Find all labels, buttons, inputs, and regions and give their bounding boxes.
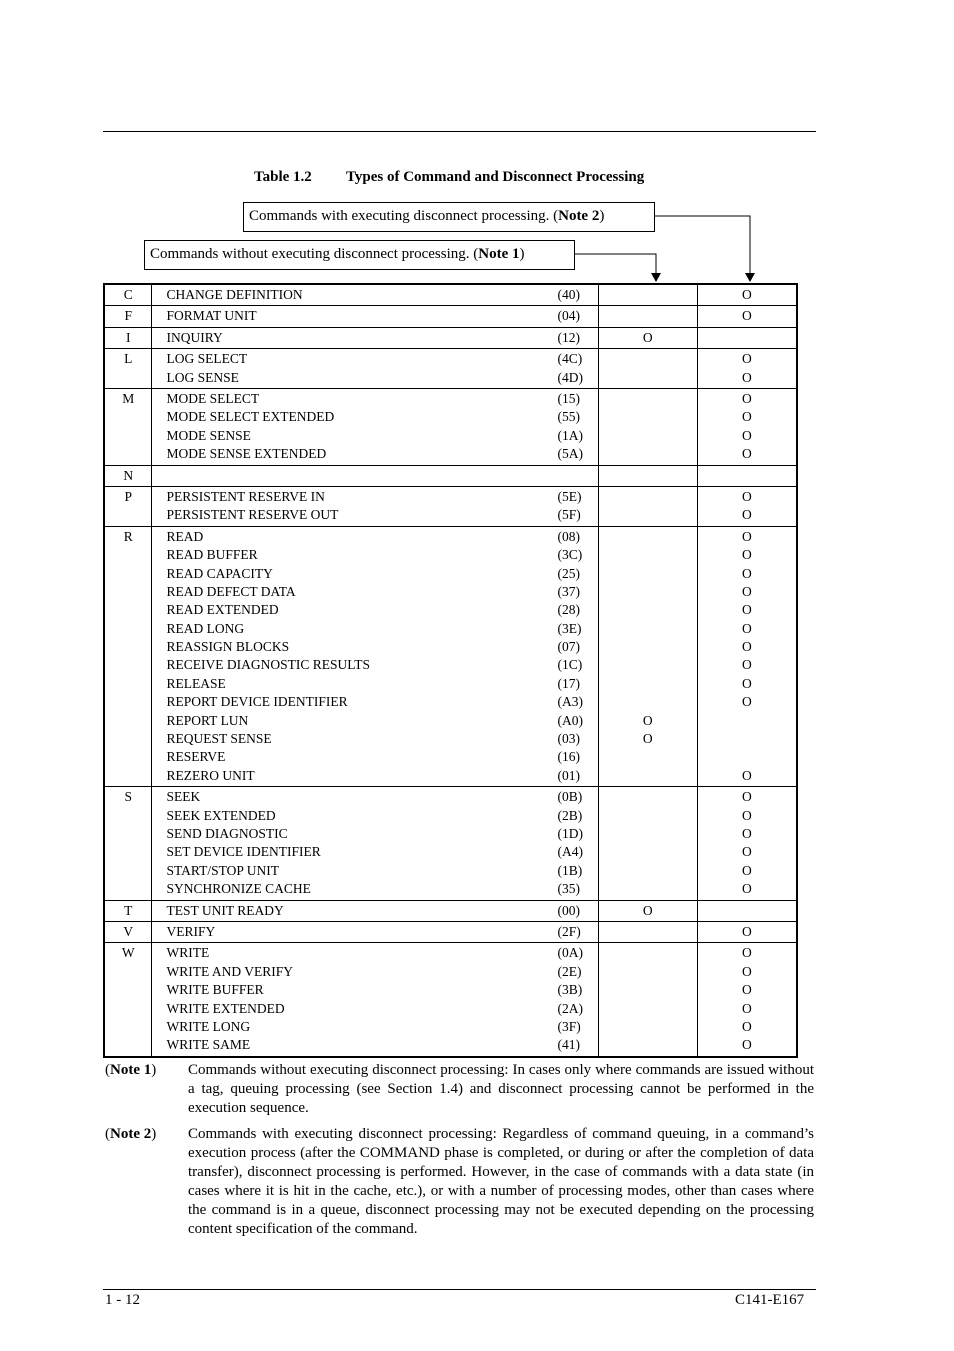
command-names: [152, 921, 598, 942]
note-1-label-text: Note 1: [110, 1062, 152, 1078]
note-2-open: (: [105, 1126, 110, 1142]
command-name: FORMAT UNIT: [166, 308, 257, 324]
without-disconnect-column: [598, 921, 697, 942]
command-group-f: [104, 306, 797, 327]
with-disconnect-mark: [698, 329, 796, 347]
command-opcode: (28): [557, 602, 580, 618]
without-disconnect-mark: [599, 923, 697, 941]
command-group-p: [104, 486, 797, 526]
command-name: TEST UNIT READY: [166, 902, 284, 918]
with-disconnect-mark: O: [742, 923, 752, 939]
command-name: PERSISTENT RESERVE IN: [166, 488, 325, 504]
command-opcode: (03): [557, 731, 580, 747]
without-disconnect-mark: [599, 1000, 697, 1018]
command-group-n: [104, 465, 797, 486]
command-row: [166, 583, 597, 601]
without-disconnect-mark: [599, 693, 697, 711]
command-name: MODE SENSE EXTENDED: [166, 446, 327, 462]
without-disconnect-mark: [599, 638, 697, 656]
with-disconnect-mark: O: [742, 369, 752, 385]
with-disconnect-mark: O: [742, 287, 752, 302]
command-name: REPORT DEVICE IDENTIFIER: [166, 694, 348, 710]
group-letter: L: [104, 349, 152, 389]
without-disconnect-mark: [599, 843, 697, 861]
command-name: PERSISTENT RESERVE OUT: [166, 507, 339, 523]
with-disconnect-mark: O: [742, 789, 752, 805]
command-name: WRITE LONG: [166, 1018, 251, 1034]
note-1-text: Commands without executing disconnect processing: In cases only where commands are issued without a tag, queuing processing (see Section 1.4) and disconnect processing cannot be performed in the execution sequence.: [188, 1062, 814, 1116]
without-disconnect-column: [598, 526, 697, 786]
command-row: [166, 675, 597, 693]
command-group-m: [104, 389, 797, 466]
with-disconnect-mark: O: [742, 982, 752, 998]
command-row: [166, 390, 597, 408]
group-letter: V: [104, 921, 152, 942]
without-disconnect-mark: [599, 620, 697, 638]
command-name: MODE SELECT EXTENDED: [166, 409, 335, 425]
command-name: RESERVE: [166, 749, 226, 765]
note-1-close: ): [151, 1062, 157, 1078]
command-names: [152, 327, 598, 348]
document-code: C141-E167: [735, 1292, 805, 1308]
with-disconnect-column: [697, 787, 797, 900]
legend-with-text: Commands with executing disconnect processing. (: [249, 208, 559, 224]
command-name: REASSIGN BLOCKS: [166, 639, 290, 655]
command-opcode: (15): [557, 391, 580, 406]
group-letter: F: [104, 306, 152, 327]
legend-arrows: [0, 0, 954, 300]
command-row: [166, 307, 597, 325]
with-disconnect-mark: O: [742, 963, 752, 979]
command-name: WRITE BUFFER: [166, 982, 264, 998]
without-disconnect-mark: [599, 788, 697, 806]
command-name: CHANGE DEFINITION: [166, 287, 303, 302]
with-disconnect-column: [697, 306, 797, 327]
command-opcode: (55): [557, 409, 580, 425]
with-disconnect-mark: O: [742, 1000, 752, 1016]
with-disconnect-mark: O: [742, 881, 752, 897]
footer-rule: [103, 1289, 816, 1290]
without-disconnect-mark: [599, 390, 697, 408]
command-opcode: (00): [557, 902, 580, 918]
with-disconnect-mark: O: [742, 620, 752, 636]
without-disconnect-mark: [599, 408, 697, 426]
command-name: REQUEST SENSE: [166, 731, 272, 747]
legend-without-text: Commands without executing disconnect processing. (: [150, 246, 479, 262]
without-disconnect-mark: [599, 880, 697, 898]
without-disconnect-mark: [599, 1036, 697, 1054]
with-disconnect-column: [697, 284, 797, 306]
command-row: [166, 369, 597, 387]
without-disconnect-mark: O: [642, 731, 653, 747]
command-opcode: (2A): [557, 1000, 583, 1016]
command-opcode: (01): [557, 767, 580, 783]
without-disconnect-column: [598, 900, 697, 921]
command-group-s: [104, 787, 797, 900]
group-letter: P: [104, 486, 152, 526]
without-disconnect-column: [598, 306, 697, 327]
without-disconnect-mark: [599, 546, 697, 564]
without-disconnect-mark: [599, 528, 697, 546]
command-opcode: (25): [557, 565, 580, 581]
with-disconnect-mark: O: [742, 528, 752, 544]
without-disconnect-column: [598, 349, 697, 389]
without-disconnect-mark: [599, 307, 697, 325]
command-row: [166, 506, 597, 524]
with-disconnect-mark: O: [742, 308, 752, 324]
command-row: [166, 656, 597, 674]
with-disconnect-mark: O: [742, 583, 752, 599]
command-names: [152, 465, 598, 486]
command-row: [166, 601, 597, 619]
without-disconnect-mark: [599, 963, 697, 981]
without-disconnect-mark: [599, 767, 697, 785]
command-row: [166, 1018, 597, 1036]
command-name: LOG SELECT: [166, 351, 248, 367]
with-disconnect-column: [697, 900, 797, 921]
with-disconnect-mark: O: [742, 409, 752, 425]
legend-with-note: Note 2: [558, 208, 600, 224]
with-disconnect-mark: O: [742, 862, 752, 878]
group-letter: M: [104, 389, 152, 466]
with-disconnect-column: [697, 389, 797, 466]
without-disconnect-mark: [599, 981, 697, 999]
command-name: RECEIVE DIAGNOSTIC RESULTS: [166, 657, 370, 673]
command-name: SET DEVICE IDENTIFIER: [166, 844, 321, 860]
command-name: START/STOP UNIT: [166, 862, 279, 878]
command-opcode: (40): [557, 287, 580, 302]
group-letter: N: [104, 465, 152, 486]
without-disconnect-mark: [599, 807, 697, 825]
without-disconnect-mark: [599, 286, 697, 304]
command-opcode: (1B): [557, 862, 583, 878]
command-name: READ EXTENDED: [166, 602, 279, 618]
command-name: SEND DIAGNOSTIC: [166, 826, 288, 841]
note-2-label: [105, 1125, 156, 1144]
command-row: [166, 748, 597, 766]
command-opcode: (1D): [557, 826, 583, 841]
command-row: [166, 862, 597, 880]
without-disconnect-column: [598, 465, 697, 486]
command-name: WRITE AND VERIFY: [166, 963, 293, 979]
command-group-l: [104, 349, 797, 389]
command-names: [152, 284, 598, 306]
command-row: [166, 528, 597, 546]
command-opcode: (3C): [557, 547, 583, 563]
with-disconnect-mark: O: [742, 1018, 752, 1034]
without-disconnect-mark: [599, 675, 697, 693]
with-disconnect-mark: O: [742, 446, 752, 462]
command-group-v: [104, 921, 797, 942]
command-name: READ CAPACITY: [166, 565, 273, 581]
command-name: VERIFY: [166, 923, 216, 939]
without-disconnect-mark: [599, 944, 697, 962]
with-disconnect-mark: O: [742, 547, 752, 563]
command-row: [166, 843, 597, 861]
without-disconnect-column: [598, 943, 697, 1057]
without-disconnect-column: [598, 486, 697, 526]
command-names: [152, 900, 598, 921]
with-disconnect-mark: O: [742, 826, 752, 841]
command-row: [166, 712, 597, 730]
command-opcode: (3F): [557, 1018, 581, 1034]
command-row: [166, 807, 597, 825]
with-disconnect-mark: O: [742, 351, 752, 367]
command-opcode: (A3): [557, 694, 583, 710]
with-disconnect-mark: [698, 730, 796, 748]
command-row: [166, 923, 597, 941]
group-letter: S: [104, 787, 152, 900]
with-disconnect-column: [697, 327, 797, 348]
with-disconnect-mark: O: [742, 565, 752, 581]
command-name: WRITE EXTENDED: [166, 1000, 285, 1016]
command-row: [166, 620, 597, 638]
command-row: [166, 638, 597, 656]
with-disconnect-mark: O: [742, 507, 752, 523]
command-row: [166, 981, 597, 999]
command-row: [166, 693, 597, 711]
with-disconnect-mark: O: [742, 639, 752, 655]
note-2-label-text: Note 2: [110, 1126, 152, 1142]
command-opcode: (0B): [557, 789, 583, 805]
note-1-label: [105, 1061, 156, 1080]
without-disconnect-mark: [599, 445, 697, 463]
command-name: REPORT LUN: [166, 712, 249, 728]
with-disconnect-column: [697, 465, 797, 486]
command-name: READ DEFECT DATA: [166, 583, 296, 599]
without-disconnect-column: [598, 327, 697, 348]
with-disconnect-mark: O: [742, 427, 752, 443]
command-opcode: (1A): [557, 427, 583, 443]
command-row: [166, 963, 597, 981]
command-opcode: (2E): [557, 963, 582, 979]
command-opcode: (07): [557, 639, 580, 655]
command-opcode: (5E): [557, 488, 582, 504]
command-row: [166, 329, 597, 347]
without-disconnect-mark: [599, 565, 697, 583]
command-opcode: (A4): [557, 844, 583, 860]
command-name: WRITE: [166, 945, 210, 961]
with-disconnect-column: [697, 943, 797, 1057]
command-group-i: [104, 327, 797, 348]
group-letter: C: [104, 284, 152, 306]
without-disconnect-mark: [599, 583, 697, 601]
with-disconnect-mark: O: [742, 694, 752, 710]
with-disconnect-mark: O: [742, 675, 752, 691]
command-name: SEEK: [166, 789, 201, 805]
command-row: [166, 944, 597, 962]
command-name: INQUIRY: [166, 329, 223, 345]
with-disconnect-mark: O: [742, 844, 752, 860]
command-name: MODE SENSE: [166, 427, 251, 443]
note-2-text: Commands with executing disconnect processing: Regardless of command queuing, in a command’s execution process (after the COMMAND phase is completed, or during or after the completion of data transfer), disconnect processing is performed. However, in the case of commands with a data state (in cases where it is hit in the cache, etc.), or with a number of processing modes, other than cases where the command is in a queue, disconnect processing may not be executed depending on the processing content specification of the command.: [188, 1126, 814, 1237]
command-opcode: (0A): [557, 945, 583, 961]
command-opcode: (1C): [557, 657, 583, 673]
arrow-without-head: [651, 273, 661, 282]
command-opcode: (4C): [557, 351, 583, 367]
command-opcode: (41): [557, 1037, 580, 1053]
legend-without-note: Note 1: [478, 246, 520, 262]
table-title: Types of Command and Disconnect Processing: [346, 169, 645, 185]
command-names: [152, 389, 598, 466]
with-disconnect-column: [697, 349, 797, 389]
command-group-c: [104, 284, 797, 306]
group-letter: W: [104, 943, 152, 1057]
command-opcode: (5F): [557, 507, 581, 523]
group-letter: R: [104, 526, 152, 786]
command-opcode: (5A): [557, 446, 583, 462]
without-disconnect-mark: [599, 862, 697, 880]
command-group-w: [104, 943, 797, 1057]
legend-with-close: ): [599, 208, 605, 224]
command-names: [152, 526, 598, 786]
with-disconnect-column: [697, 486, 797, 526]
note-1: [105, 1061, 814, 1118]
with-disconnect-mark: O: [742, 602, 752, 618]
command-row: [166, 565, 597, 583]
note-2: [105, 1125, 814, 1239]
command-opcode: (17): [557, 675, 580, 691]
command-opcode: (16): [557, 749, 580, 765]
command-row: [166, 1036, 597, 1054]
command-row: [166, 286, 597, 304]
command-names: [152, 349, 598, 389]
command-opcode: (2B): [557, 807, 583, 823]
command-row: [166, 488, 597, 506]
group-letter: T: [104, 900, 152, 921]
command-group-t: [104, 900, 797, 921]
table-number: Table 1.2: [254, 169, 312, 185]
command-opcode: (08): [557, 528, 580, 544]
command-name: SYNCHRONIZE CACHE: [166, 881, 311, 897]
command-name: READ BUFFER: [166, 547, 258, 563]
note-1-open: (: [105, 1062, 110, 1078]
command-opcode: (A0): [557, 712, 583, 728]
command-row: [166, 880, 597, 898]
without-disconnect-mark: O: [642, 712, 653, 728]
command-opcode: (3B): [557, 982, 583, 998]
without-disconnect-mark: [599, 601, 697, 619]
command-row: [166, 730, 597, 748]
with-disconnect-mark: [698, 748, 796, 766]
without-disconnect-mark: [599, 1018, 697, 1036]
with-disconnect-mark: O: [742, 657, 752, 673]
command-opcode: (4D): [557, 369, 583, 385]
without-disconnect-mark: [599, 350, 697, 368]
command-opcode: (35): [557, 881, 580, 897]
without-disconnect-mark: [599, 427, 697, 445]
note-2-close: ): [151, 1126, 157, 1142]
legend-without-close: ): [519, 246, 525, 262]
without-disconnect-mark: [599, 467, 697, 485]
with-disconnect-mark: O: [742, 1037, 752, 1053]
command-row: [166, 1000, 597, 1018]
with-disconnect-column: [697, 921, 797, 942]
without-disconnect-mark: [599, 748, 697, 766]
arrow-with-line: [655, 216, 750, 274]
without-disconnect-mark: O: [642, 329, 653, 345]
command-opcode: (37): [557, 583, 580, 599]
command-group-r: [104, 526, 797, 786]
page-number: 1 - 12: [105, 1292, 140, 1308]
command-row: [166, 408, 597, 426]
arrow-with-head: [745, 273, 755, 282]
without-disconnect-mark: [599, 656, 697, 674]
group-letter: I: [104, 327, 152, 348]
arrow-without-line: [575, 254, 656, 274]
command-row: [166, 467, 597, 485]
with-disconnect-mark: O: [742, 488, 752, 504]
with-disconnect-mark: O: [742, 767, 752, 783]
without-disconnect-mark: [599, 506, 697, 524]
command-row: [166, 427, 597, 445]
command-opcode: (3E): [557, 620, 582, 636]
with-disconnect-mark: O: [742, 391, 752, 406]
command-row: [166, 788, 597, 806]
command-name: RELEASE: [166, 675, 226, 691]
command-names: [152, 306, 598, 327]
without-disconnect-column: [598, 787, 697, 900]
with-disconnect-column: [697, 526, 797, 786]
command-name: LOG SENSE: [166, 369, 239, 385]
command-names: [152, 787, 598, 900]
command-opcode: (2F): [557, 923, 581, 939]
with-disconnect-mark: [698, 712, 796, 730]
command-name: SEEK EXTENDED: [166, 807, 276, 823]
command-table: [103, 283, 798, 1058]
command-row: [166, 445, 597, 463]
command-name: MODE SELECT: [166, 391, 260, 406]
command-name: WRITE SAME: [166, 1037, 251, 1053]
without-disconnect-column: [598, 389, 697, 466]
command-names: [152, 943, 598, 1057]
command-name: READ LONG: [166, 620, 245, 636]
without-disconnect-mark: [599, 369, 697, 387]
command-row: [166, 350, 597, 368]
without-disconnect-column: [598, 284, 697, 306]
command-names: [152, 486, 598, 526]
command-row: [166, 825, 597, 843]
with-disconnect-mark: O: [742, 945, 752, 961]
command-opcode: (04): [557, 308, 580, 324]
command-row: [166, 902, 597, 920]
without-disconnect-mark: O: [642, 902, 653, 918]
command-row: [166, 546, 597, 564]
command-name: READ: [166, 528, 204, 544]
without-disconnect-mark: [599, 488, 697, 506]
with-disconnect-mark: O: [742, 807, 752, 823]
command-name: REZERO UNIT: [166, 767, 255, 783]
with-disconnect-mark: [698, 902, 796, 920]
without-disconnect-mark: [599, 825, 697, 843]
command-row: [166, 767, 597, 785]
with-disconnect-mark: [698, 467, 796, 485]
command-opcode: (12): [557, 329, 580, 345]
